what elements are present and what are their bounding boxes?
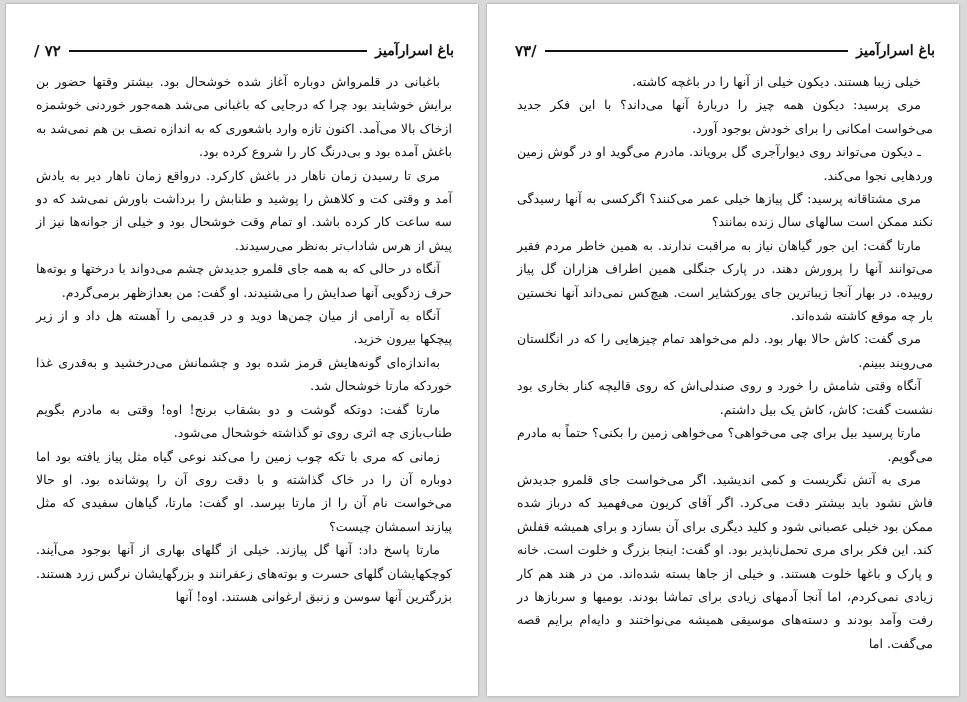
header-rule: [69, 50, 367, 52]
paragraph: مری تا رسیدن زمان ناهار در باغش کارکرد. درواقع زمان ناهار دیر به یادش آمد و وقتی کت و کلاهش را پوشید و طنابش را برداشت باورش نمی‌شد که دو سه ساعت کار کرده باشد. او تمام وقت خوشحال بود و خیلی از جوانه‌ها نیز از پیش از هرس شاداب‌تر به‌نظر می‌رسیدند.: [36, 167, 452, 253]
paragraph: به‌اندازه‌ای گونه‌هایش قرمز شده بود و چشمانش می‌درخشید و به‌قدری غذا خوردکه مارتا خوشحال شد.: [36, 354, 452, 394]
paragraph: مارتا گفت: این جور گیاهان نیاز به مراقبت ندارند. به همین خاطر مردم فقیر می‌توانند آنها را پرورش دهند. در پارک جنگلی همین اطراف هزاران گل پیاز روییده. در بهار آنجا زیباترین جای یورکشایر است. هیچ‌کس نمی‌داند آنها نخستین بار چه موقع کاشته شده‌اند.: [517, 237, 933, 324]
paragraph: مری پرسید: دیکون همه چیز را دربارهٔ آنها می‌داند؟ با این فکر جدید می‌خواست امکانی را برای خودش بوجود آورد.: [517, 97, 933, 136]
paragraph: مارتا پرسید بیل برای چی می‌خواهی؟ می‌خواهی زمین را بکنی؟ حتماً به مادرم می‌گویم.: [517, 425, 933, 464]
paragraph: خیلی زیبا هستند. دیکون خیلی از آنها را در باغچه کاشته.: [632, 74, 921, 89]
paragraph: زمانی که مری با تکه چوب زمین را می‌کند نوعی گیاه مثل پیاز یافته بود اما دوباره آن را در خاک گذاشته و با دقت روی آن را پوشانده بود. او حالا می‌خواست نام آن را از مارتا بپرسد. او گفت: مارتا، گیاهان سفیدی که مثل پیازند اسمشان چیست؟: [36, 448, 452, 534]
page-header: [515, 38, 935, 64]
page-body: [517, 70, 933, 688]
paragraph: آنگاه به آرامی از میان چمن‌ها دوید و در قدیمی را آهسته هل داد و از زیر پیچکها بیرون خزید.: [36, 308, 452, 347]
paragraph: مری مشتاقانه پرسید: گل پیازها خیلی عمر می‌کنند؟ اگرکسی به آنها رسیدگی نکند ممکن است سالهای سال زنده بمانند؟: [517, 191, 933, 230]
paragraph: آنگاه در حالی که به همه جای قلمرو جدیدش چشم می‌دواند با درختها و بوته‌ها حرف زدگویی آنها صدایش را می‌شنیدند. او گفت: من بعدازظهر برمی‌گردم.: [36, 261, 452, 300]
right-page: [487, 4, 959, 696]
page-number: /۷۳: [515, 42, 537, 60]
header-rule: [545, 50, 849, 52]
page-body: [36, 70, 452, 688]
paragraph: مارتا گفت: دوتکه گوشت و دو بشقاب برنج! اوه! وقتی به مادرم بگویم طناب‌بازی چه اثری روی تو گذاشته خوشحال می‌شود.: [36, 401, 452, 441]
book-title-header: باغ اسرارآمیز: [856, 43, 935, 59]
book-title-header: باغ اسرارآمیز: [375, 43, 454, 59]
left-page: [6, 4, 478, 696]
paragraph: مری به آتش نگریست و کمی اندیشید. اگر می‌خواست جای قلمرو جدیدش فاش نشود باید بیشتر دقت می‌کرد. اگر آقای کریون می‌فهمید که درباز شده ممکن بود خیلی عصبانی شود و کلید دیگری برای آن بسازد و برای همیشه قفلش کند. این فکر برای مری تحمل‌ناپذیر بود. او گفت: اینجا بزرگ و خلوت است. خانه و پارک و باغها خلوت هستند. و خیلی از جاها بسته شده‌اند. من در هند هم کار زیادی نمی‌کردم، اما آنجا آدمهای زیادی برای تماشا بودند. بومیها و سربازها در رفت وآمد بودند و دسته‌های موسیقی همیشه می‌نواختند و دایه‌ام برایم قصه می‌گفت. اما: [517, 471, 933, 651]
page-number: ۷۲ /: [34, 42, 61, 60]
paragraph: مری گفت: کاش حالا بهار بود. دلم می‌خواهد تمام چیزهایی را که در انگلستان می‌رویند ببینم.: [517, 331, 933, 370]
paragraph: مارتا پاسخ داد: آنها گل پیازند. خیلی از گلهای بهاری از آنها بوجود می‌آیند. کوچکهایشان گلهای حسرت و بوته‌های زعفرانند و بزرگهایشان نرگس زرد هستند. بزرگترین آنها سوسن و زنبق ارغوانی هستند. اوه! آنها: [36, 542, 452, 604]
paragraph: باغبانی در قلمرواش دوباره آغاز شده خوشحال بود. بیشتر وقتها حضور بن برایش خوشایند بود چرا که درجایی که باغبانی می‌شد همه‌جور خوردنی خوشمزه ازخاک بالا می‌آمد. اکنون تازه وارد باشعوری که به اندازه نصف بن هم نمی‌شد به باغش آمده بود و بی‌درنگ کار را شروع کرده بود.: [36, 74, 452, 160]
paragraph: آنگاه وقتی شامش را خورد و روی صندلی‌اش که روی قالیچه کنار بخاری بود نشست گفت: کاش، کاش یک بیل داشتم.: [517, 378, 933, 417]
page-header: [34, 38, 454, 64]
paragraph: ـ دیکون می‌تواند روی دیوارآجری گل برویاند. مادرم می‌گوید او در گوش زمین وردهایی نجوا می‌کند.: [517, 144, 933, 183]
